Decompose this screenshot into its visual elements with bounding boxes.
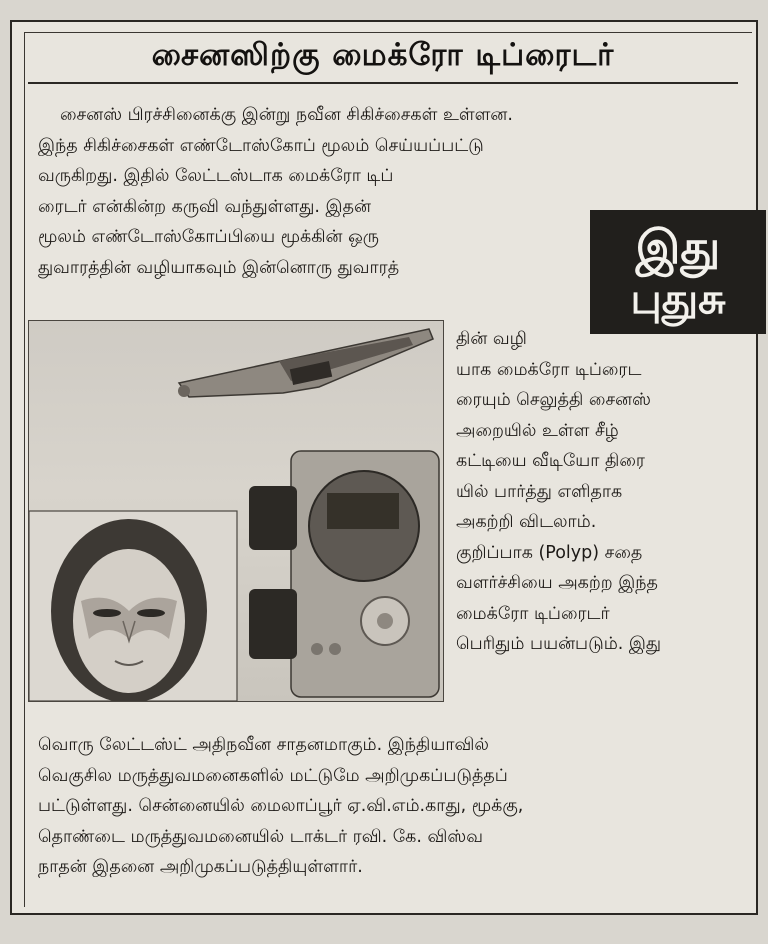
body-line: துவாரத்தின் வழியாகவும் இன்னொரு துவாரத்: [38, 257, 400, 278]
body-right: [456, 324, 661, 660]
body-line: யாக மைக்ரோ டிப்ரைட: [456, 359, 642, 380]
body-line: கட்டியை வீடியோ திரை: [456, 451, 645, 471]
body-line: பட்டுள்ளது. சென்னையில் மைலாப்பூர் ஏ.வி.எம்.காது, மூக்கு,: [38, 796, 524, 816]
sinus-face-diagram-icon: [29, 511, 237, 701]
console-unit-icon: [249, 451, 439, 697]
body-line: மைக்ரோ டிப்ரைடர்: [456, 603, 610, 624]
badge-line-2: புதுசு: [630, 274, 726, 323]
body-line: தின் வழி: [456, 329, 527, 349]
body-bottom: [38, 730, 523, 883]
itu-pudhusu-badge: [590, 210, 766, 334]
badge-line-1: இது: [635, 220, 721, 274]
body-line: வொரு லேட்டஸ்ட் அதிநவீன சாதனமாகும். இந்தியாவில்: [38, 735, 489, 755]
body-line: ரைடர் என்கின்ற கருவி வந்துள்ளது. இதன்: [38, 196, 371, 217]
body-line: அகற்றி விடலாம்.: [456, 512, 597, 532]
body-line: வெகுசில மருத்துவமனைகளில் மட்டுமே அறிமுகப்படுத்தப்: [38, 765, 508, 786]
body-line: மூலம் எண்டோஸ்கோப்பியை மூக்கின் ஒரு: [38, 227, 379, 247]
device-photo: [28, 320, 444, 702]
body-line: ரையும் செலுத்தி சைனஸ்: [456, 390, 651, 410]
body-line: வருகிறது. இதில் லேட்டஸ்டாக மைக்ரோ டிப்: [38, 166, 394, 186]
body-line: தொண்டை மருத்துவமனையில் டாக்டர் ரவி. கே. விஸ்வ: [38, 826, 483, 847]
body-line: குறிப்பாக (Polyp) சதை: [456, 542, 643, 563]
body-line: வளர்ச்சியை அகற்ற இந்த: [456, 573, 658, 593]
headline: சைனஸிற்கு மைக்ரோ டிப்ரைடர்: [28, 32, 738, 84]
body-line: நாதன் இதனை அறிமுகப்படுத்தியுள்ளார்.: [38, 857, 363, 877]
body-line: யில் பார்த்து எளிதாக: [456, 481, 623, 502]
body-line: சைனஸ் பிரச்சினைக்கு இன்று நவீன சிகிச்சைகள் உள்ளன.: [60, 105, 513, 125]
body-top: [38, 100, 513, 283]
body-line: இந்த சிகிச்சைகள் எண்டோஸ்கோப் மூலம் செய்யப்பட்டு: [38, 135, 484, 156]
photo-illustration: [29, 321, 443, 701]
body-line: அறையில் உள்ள சீழ்: [456, 420, 619, 441]
microdebrider-handpiece-icon: [178, 329, 433, 397]
body-line: பெரிதும் பயன்படும். இது: [456, 634, 662, 654]
